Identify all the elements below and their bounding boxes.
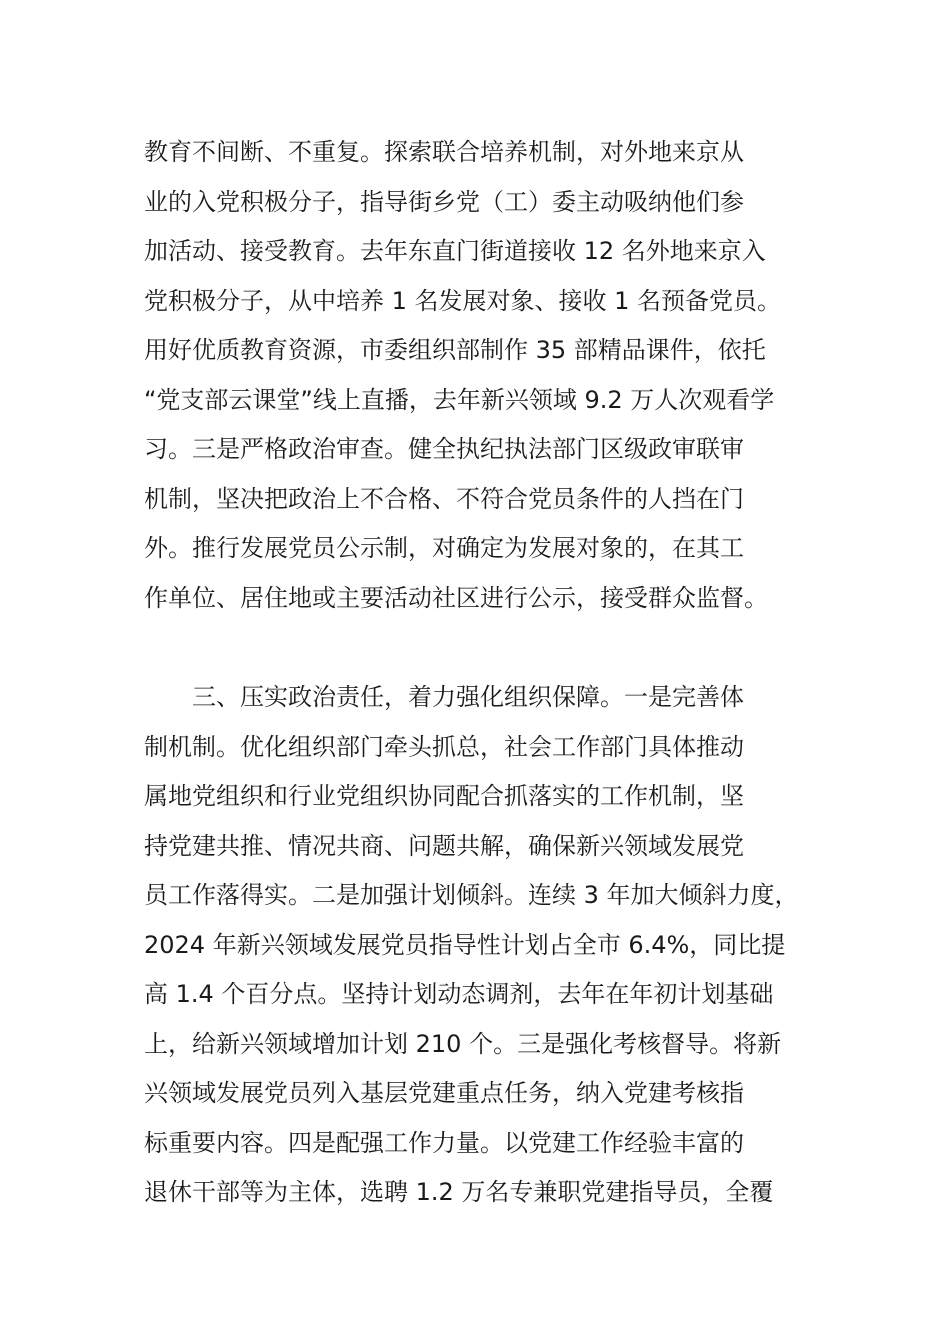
text-line: 习。三是严格政治审查。健全执纪执法部门区级政审联审: [144, 435, 744, 463]
text-line: 持党建共推、情况共商、问题共解，确保新兴领域发展党: [144, 831, 744, 860]
text-line: 高 1.4 个百分点。坚持计划动态调剂，去年在年初计划基础: [144, 980, 774, 1008]
text-line: 退休干部等为主体，选聘 1.2 万名专兼职党建指导员，全覆: [144, 1178, 774, 1206]
paragraph: [144, 128, 834, 623]
text-line: 2024 年新兴领域发展党员指导性计划占全市 6.4%，同比提: [144, 930, 786, 959]
text-line: “党支部云课堂”线上直播，去年新兴领域 9.2 万人次观看学: [144, 385, 775, 414]
text-line: 加活动、接受教育。去年东直门街道接收 12 名外地来京入: [144, 237, 766, 265]
text-line: 属地党组织和行业党组织协同配合抓落实的工作机制，坚: [144, 782, 744, 810]
text-line: 教育不间断、不重复。探索联合培养机制，对外地来京从: [144, 138, 744, 166]
text-line: 外。推行发展党员公示制，对确定为发展对象的，在其工: [144, 534, 744, 562]
text-line: 用好优质教育资源，市委组织部制作 35 部精品课件，依托: [144, 336, 766, 364]
text-line: 上，给新兴领域增加计划 210 个。三是强化考核督导。将新: [144, 1029, 782, 1058]
text-line: 兴领域发展党员列入基层党建重点任务，纳入党建考核指: [144, 1079, 744, 1107]
text-line: 三、压实政治责任，着力强化组织保障。一是完善体: [192, 683, 744, 711]
text-line: 党积极分子，从中培养 1 名发展对象、接收 1 名预备党员。: [144, 286, 782, 315]
paragraph: [144, 673, 834, 1218]
text-line: 标重要内容。四是配强工作力量。以党建工作经验丰富的: [144, 1128, 744, 1157]
text-line: 机制，坚决把政治上不合格、不符合党员条件的人挡在门: [144, 484, 744, 513]
text-line: 业的入党积极分子，指导街乡党（工）委主动吸纳他们参: [144, 187, 744, 216]
text-line: 作单位、居住地或主要活动社区进行公示，接受群众监督。: [144, 583, 768, 612]
text-line: 制机制。优化组织部门牵头抓总，社会工作部门具体推动: [144, 732, 744, 761]
text-line: 员工作落得实。二是加强计划倾斜。连续 3 年加大倾斜力度，: [144, 881, 799, 909]
